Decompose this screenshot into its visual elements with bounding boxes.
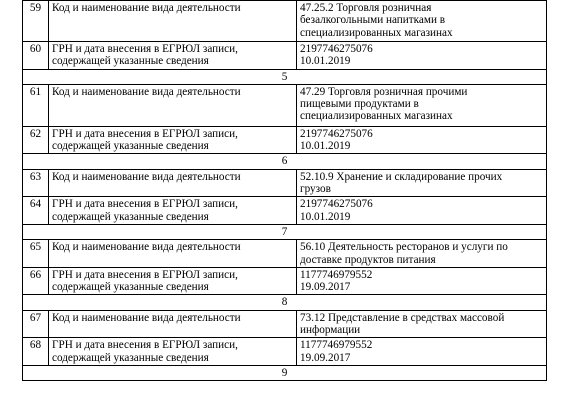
field-name-cell xyxy=(49,197,297,225)
field-name-line: Код и наименование вида деятельности xyxy=(52,311,241,324)
field-value-line: информации xyxy=(300,324,361,337)
field-name-cell xyxy=(49,126,297,154)
field-name-line: содержащей указанные сведения xyxy=(52,210,209,223)
row-number: 62 xyxy=(23,126,49,154)
field-value-line: 47.29 Торговля розничная прочими xyxy=(300,85,468,98)
table-row xyxy=(23,42,547,70)
field-value-line: 10.01.2019 xyxy=(300,140,351,153)
table-row xyxy=(23,240,547,268)
table-row xyxy=(23,169,547,197)
field-value-line: пищевыми продуктами в xyxy=(300,98,419,111)
section-row xyxy=(23,69,547,84)
field-value-cell xyxy=(297,169,547,197)
table-row xyxy=(23,267,547,295)
section-number: 9 xyxy=(23,365,547,380)
field-value-line: 1177746979552 xyxy=(300,339,373,352)
field-value-cell xyxy=(297,126,547,154)
field-name-cell xyxy=(49,84,297,126)
row-number: 64 xyxy=(23,197,49,225)
field-name-cell xyxy=(49,1,297,42)
field-name-line: содержащей указанные сведения xyxy=(52,351,209,364)
field-name-cell xyxy=(49,169,297,197)
field-name-line: ГРН и дата внесения в ЕГРЮЛ записи, xyxy=(52,43,238,55)
section-number: 5 xyxy=(23,69,547,84)
field-name-cell xyxy=(49,42,297,70)
section-row xyxy=(23,365,547,380)
field-value-line: 19.09.2017 xyxy=(300,351,351,364)
field-name-line: содержащей указанные сведения xyxy=(52,281,209,294)
field-name-cell xyxy=(49,267,297,295)
section-number: 8 xyxy=(23,295,547,310)
field-name-line: ГРН и дата внесения в ЕГРЮЛ записи, xyxy=(52,198,238,211)
field-value-cell xyxy=(297,42,547,70)
row-number: 67 xyxy=(23,310,49,338)
field-name-line: Код и наименование вида деятельности xyxy=(52,85,241,98)
field-name-cell xyxy=(49,310,297,338)
field-value-cell xyxy=(297,267,547,295)
field-name-cell xyxy=(49,240,297,268)
field-value-line: 2197746275076 xyxy=(300,127,373,140)
row-number: 59 xyxy=(23,1,49,42)
field-name-line: ГРН и дата внесения в ЕГРЮЛ записи, xyxy=(52,127,238,140)
row-number: 66 xyxy=(23,267,49,295)
row-number: 61 xyxy=(23,84,49,126)
row-number: 65 xyxy=(23,240,49,268)
table-row xyxy=(23,197,547,225)
field-name-cell xyxy=(49,338,297,366)
section-row xyxy=(23,224,547,239)
egrul-activity-table xyxy=(22,0,547,381)
row-number: 60 xyxy=(23,42,49,70)
row-number: 63 xyxy=(23,169,49,197)
field-name-line: Код и наименование вида деятельности xyxy=(52,241,241,254)
field-name-line: Код и наименование вида деятельности xyxy=(52,2,241,14)
section-number: 6 xyxy=(23,154,547,169)
field-value-line: 52.10.9 Хранение и складирование прочих xyxy=(300,170,503,183)
field-value-line: безалкогольными напитками в xyxy=(300,14,446,27)
field-value-line: 2197746275076 xyxy=(300,198,373,211)
field-value-cell xyxy=(297,197,547,225)
table-row xyxy=(23,84,547,126)
field-value-cell xyxy=(297,84,547,126)
field-name-line: содержащей указанные сведения xyxy=(52,55,209,68)
field-value-line: 1177746979552 xyxy=(300,268,373,281)
table-row xyxy=(23,310,547,338)
field-value-line: специализированных магазинах xyxy=(300,110,453,123)
field-value-line: 19.09.2017 xyxy=(300,281,351,294)
field-value-cell xyxy=(297,338,547,366)
field-value-cell xyxy=(297,1,547,42)
section-row xyxy=(23,154,547,169)
field-value-cell xyxy=(297,310,547,338)
field-value-cell xyxy=(297,240,547,268)
field-value-line: 10.01.2019 xyxy=(300,55,351,68)
field-name-line: ГРН и дата внесения в ЕГРЮЛ записи, xyxy=(52,268,238,281)
field-value-line: 2197746275076 xyxy=(300,43,373,55)
field-value-line: доставке продуктов питания xyxy=(300,253,436,266)
table-row xyxy=(23,126,547,154)
table-row xyxy=(23,1,547,42)
field-value-line: 73.12 Представление в средствах массовой xyxy=(300,311,505,324)
section-row xyxy=(23,295,547,310)
field-value-line: 56.10 Деятельность ресторанов и услуги по xyxy=(300,241,508,254)
section-number: 7 xyxy=(23,224,547,239)
field-value-line: 10.01.2019 xyxy=(300,210,351,223)
field-name-line: Код и наименование вида деятельности xyxy=(52,170,241,183)
field-name-line: ГРН и дата внесения в ЕГРЮЛ записи, xyxy=(52,339,238,352)
field-name-line: содержащей указанные сведения xyxy=(52,140,209,153)
row-number: 68 xyxy=(23,338,49,366)
field-value-line: 47.25.2 Торговля розничная xyxy=(300,2,432,14)
field-value-line: специализированных магазинах xyxy=(300,26,453,39)
field-value-line: грузов xyxy=(300,183,331,196)
table-row xyxy=(23,338,547,366)
